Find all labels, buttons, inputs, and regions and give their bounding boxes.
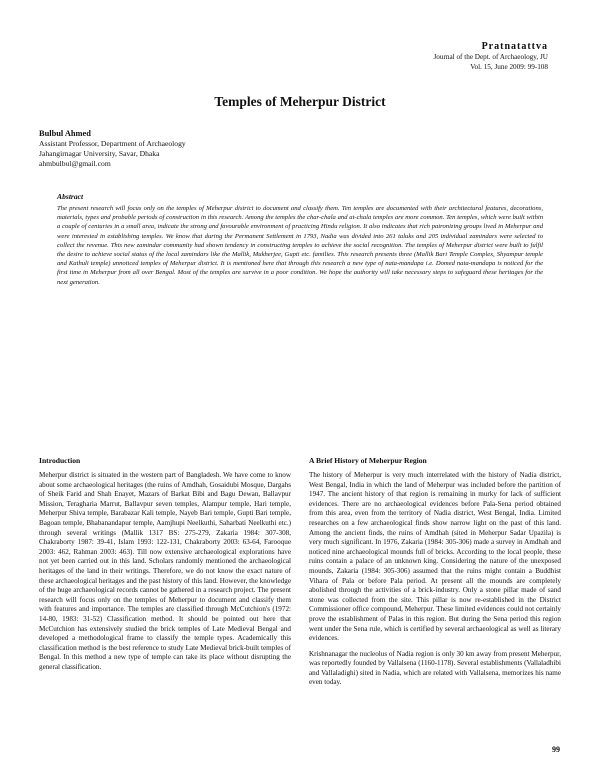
introduction-heading: Introduction <box>39 456 81 465</box>
paper-title: Temples of Meherpur District <box>214 94 386 109</box>
history-paragraph-2: Krishnanagar the nucleolus of Nadia region is only 30 km away from present Meherpur, was reportedly founded by Vallalsena (1160-1178). Several establishments (Vallaladhibi and Vallaladighi) sited in Nadia, which are related with Vallalsena, memorizes his name even today. <box>309 649 561 687</box>
history-paragraph-1: The history of Meherpur is very much interrelated with the history of Nadia district, West Bengal, India in which the land of Meherpur was included before the partition of 1947. The ancient history of that region is remaining in murky for lack of sufficient evidences. There are no archaeological evidences before Pala-Sena period obtained from this area, even from the territory of Nadia district, West Bengal, India. Limited researches on a few archaeological finds show narrow light on the past of this land. Among the ancient finds, the ruins of Amdhah (sited in Meherpur Sadar Upazila) is very much significant. In 1976, Zakaria (1984: 305-306) made a survey in Amdhah and noticed nine archaeological mounds full of bricks. According to the local people, these ruins contain a palace of an unknown king. Considering the nature of the unexposed mounds, Zakaria (1984: 305-306) assumed that the ruins might contain a Buddhist Vihara of Pala or before Pala period. At present all the mounds are completely abolished through the activities of a brick-industry. Only a stone pillar made of sand stone was collected from the site. This pillar is now re-established in the District Commissioner office compound, Meherpur. These limited evidences could not certainly prove the establishment of Palas in this region. But during the Sena period this region went under the Sena rule, which is certified by several archaeological as well as literary evidences. <box>309 471 561 643</box>
author-block <box>39 128 186 169</box>
history-heading: A Brief History of Meherpur Region <box>309 456 427 465</box>
page-number: 99 <box>552 745 560 754</box>
author-email[interactable]: ahmbulbul@gmail.com <box>39 159 111 168</box>
author-position: Assistant Professor, Department of Archaeology <box>39 139 186 148</box>
journal-department: Journal of the Dept. of Archaeology, JU <box>433 53 548 61</box>
author-affiliation: Jahangirnagar University, Savar, Dhaka <box>39 149 160 158</box>
abstract-text: The present research will focus only on the temples of Meherpur district to document and classify them. Ten temples are documented with their architectural features, decorations, materials, types and probable periods of construction in this research. Among the temples the char-chala and at-chala temples are more common. Ten temples, which were built within a couple of centuries in a small area, indicate the strong and favourable environment of practicing Hindu religion. It also indicates that rich patronizing groups lived in Meherpur and were interested in establishing temples. We know that during the Permanent Settlement in 1793, Nadia was divided into 261 taluks and 205 individual zamindars were selected to collect the revenue. This new zamindar community had shown tendency in constructing temples to achieve the social recognition. The temples of Meherpur district were built to fulfil the desire to achieve social status of the local zamindars like the Mallik, Mukherjee, Gupti etc. families. This research presents three (Mallik Bari Temple Complex, Shyampur temple and Kathuli temple) unnoticed temples of Meherpur district. It is mentioned here that through this research a new type of nata-mandapa i.e. Domed nata-mandapa is noticed for the first time in Meherpur from all over Bengal. Most of the temples are survive in a poor condition. We hope the authority will take necessary steps to safeguard these heritages for the next generation. <box>57 205 543 286</box>
left-column <box>39 456 291 678</box>
journal-name: Pratnatattva <box>481 41 548 52</box>
right-column <box>309 456 561 694</box>
introduction-paragraph: Meherpur district is situated in the western part of Bangladesh. We have come to know about some archaeological heritages (the ruins of Amdhah, Gosaidubi Mosque, Dargahs of Sheik Farid and Shah Enayet, Mazars of Barkat Bibi and Bagu Dewan, Ballavpur Mission, Teragharia Marrut, Ballavpur seven temples, Alampur temple, Hari temple, Meherpur Shiva temple, Barabazar Kali temple, Nayeb Bari temple, Gupti Bari temple, Bagoan temple, Bhabanandapur temple, Aamjhupi Neelkuthi, Saharbati Neelkuthi etc.) through several writings (Mallik 1317 BS: 275-279, Zakaria 1984: 307-308, Chakraborty 1987: 39-41, Islam 1993: 122-131, Chakraborty 2003: 63-64, Farooque 2003: 462, Rahman 2003: 463). Till now extensive archaeological explorations have not yet been carried out in this land. Scholars randomly mentioned the archaeological heritages of the land in their writings. Therefore, we do not know the exact nature of these archaeological heritages and the past history of this land. However, the knowledge of the huge archaeological records cannot be gathered in a research project. The present research will focus only on the temples of Meherpur to document and classify them with features and importance. The temples are classified through McCutchion's (1972: 14-80, 1983: 31-52) Classification method. It should be pointed out here that McCutchion has extensively studied the brick temples of Late Medieval Bengal and developed a methodological frame to classify the temple types. Academically this classification method is the best reference to study Late Medieval brick-built temples of Bengal. In this method a new type of temple can take its place without disrupting the general classification. <box>39 471 291 671</box>
abstract-heading: Abstract <box>57 192 84 201</box>
abstract-section <box>57 192 543 287</box>
journal-volume: Vol. 15, June 2009: 99-108 <box>470 62 548 71</box>
author-name: Bulbul Ahmed <box>39 129 91 138</box>
journal-header <box>433 41 548 72</box>
